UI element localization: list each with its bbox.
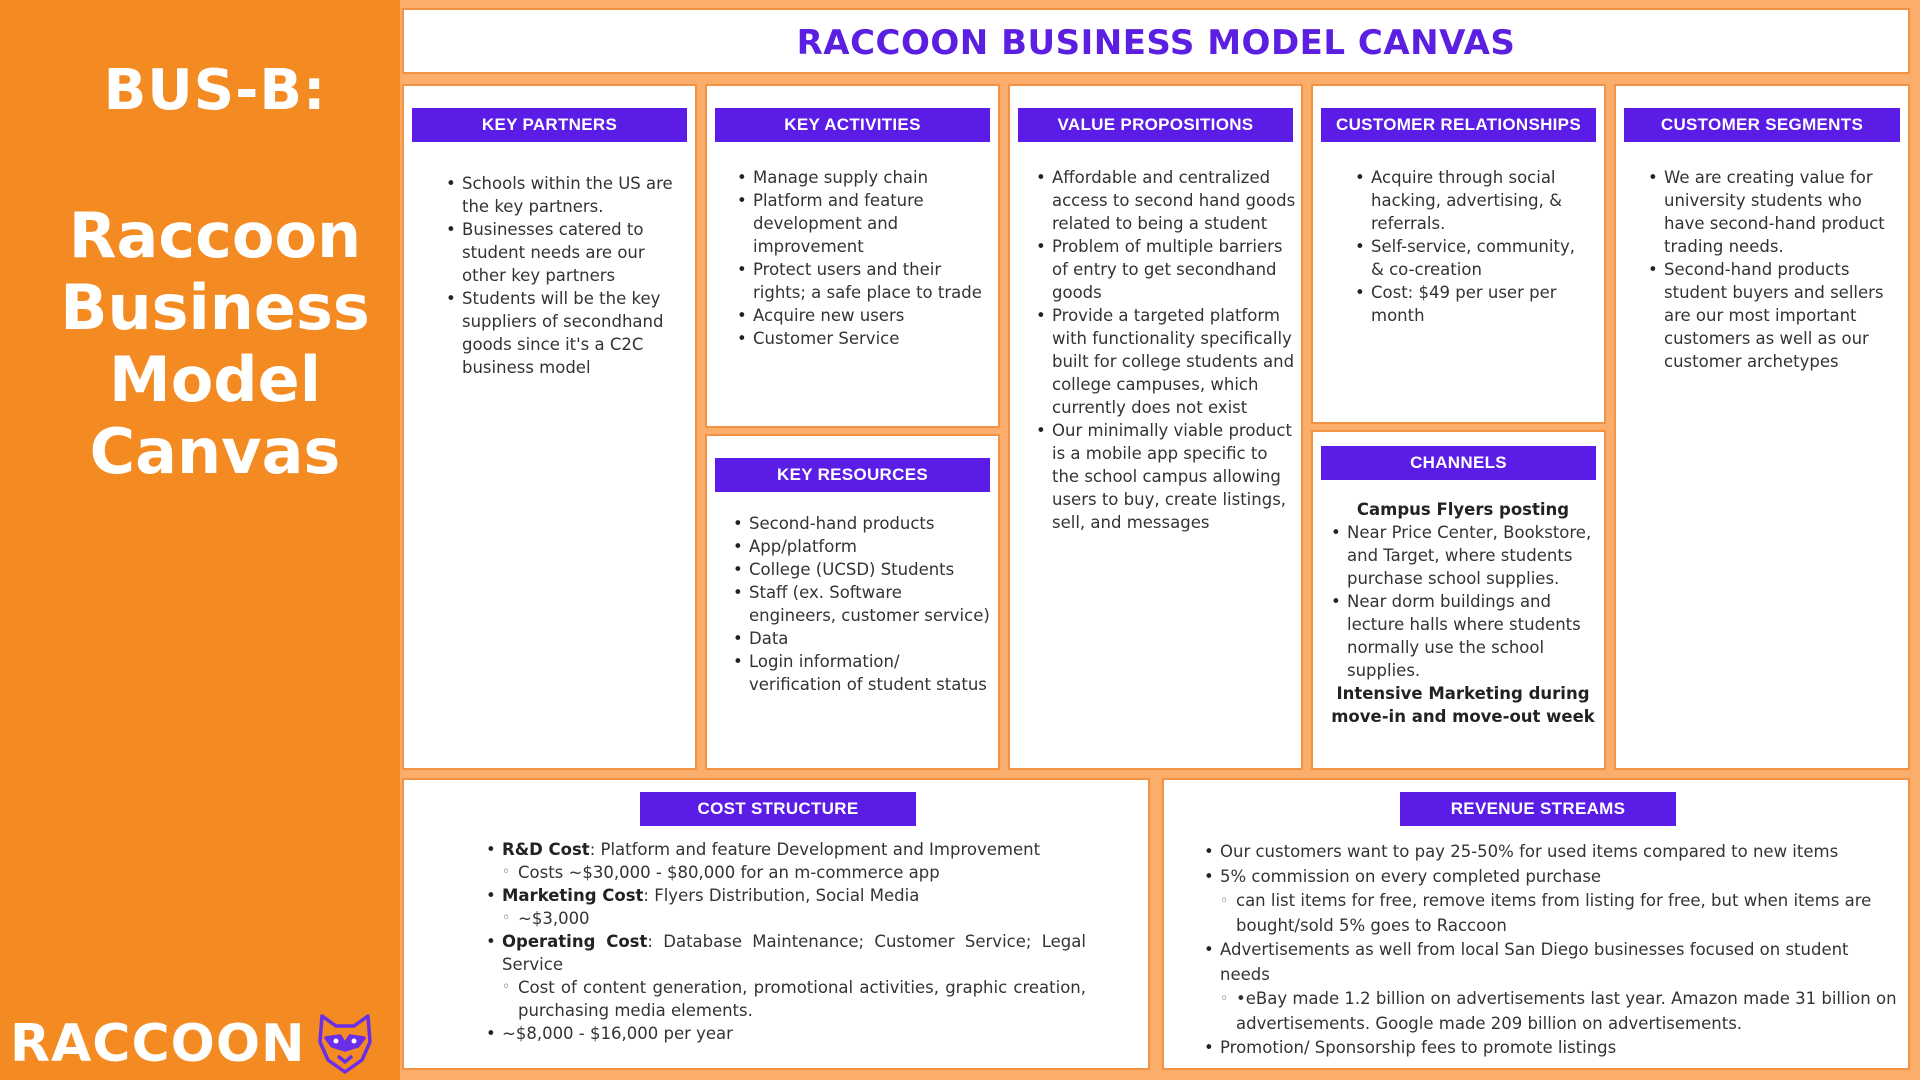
revenue-text: Advertisements as well from local San Diego businesses focused on student needs (1220, 940, 1849, 984)
list-item: • Login information/ verification of student status (731, 650, 993, 696)
list-item: • Schools within the US are the key partners. (444, 172, 674, 218)
list-item: • Problem of multiple barriers of entry to get secondhand goods (1034, 235, 1296, 304)
sub-item: ◦ Cost of content generation, promotional activities, graphic creation, purchasing media elements. (502, 976, 1086, 1022)
key-activities-header: KEY ACTIVITIES (715, 108, 990, 142)
revenue-streams-list (1202, 840, 1902, 1061)
value-propositions-list (1034, 166, 1296, 534)
cost-label: Marketing Cost (502, 886, 644, 905)
list-item: • Near dorm buildings and lecture halls where students normally use the school supplies. (1329, 590, 1597, 682)
list-item: • Manage supply chain (735, 166, 990, 189)
list-item: • Provide a targeted platform with functionality specifically built for college students and college campuses, which currently does not exist (1034, 304, 1296, 419)
customer-relationships-box (1311, 84, 1606, 424)
revenue-text: 5% commission on every completed purchase (1220, 866, 1602, 886)
slide-title-line: Canvas (89, 415, 341, 488)
list-item: • Second-hand products student buyers and sellers are our most important customers as well as our customer archetypes (1646, 258, 1898, 373)
sidebar (0, 0, 400, 1080)
list-item: • Data (731, 627, 993, 650)
canvas-area (400, 0, 1920, 1080)
key-activities-box (705, 84, 1000, 428)
list-item: • Near Price Center, Bookstore, and Target, where students purchase school supplies. (1329, 521, 1597, 590)
revenue-streams-box (1162, 778, 1910, 1070)
list-item (1202, 865, 1902, 939)
list-item: • Staff (ex. Software engineers, customer service) (731, 581, 993, 627)
customer-relationships-list (1353, 166, 1593, 327)
customer-segments-box (1614, 84, 1910, 770)
sub-item: ◦ ~$3,000 (502, 907, 1086, 930)
revenue-streams-header: REVENUE STREAMS (1400, 792, 1676, 826)
channels-list (1329, 521, 1597, 682)
canvas-title: RACCOON BUSINESS MODEL CANVAS (796, 23, 1516, 63)
list-item: • Acquire new users (735, 304, 990, 327)
list-item: • Customer Service (735, 327, 990, 350)
list-item: • College (UCSD) Students (731, 558, 993, 581)
key-activities-list (735, 166, 990, 350)
list-item (484, 1022, 1086, 1045)
cost-label: Operating Cost (502, 932, 648, 951)
raccoon-logo-icon (316, 1012, 374, 1076)
slide-title (0, 200, 430, 488)
sub-item: ◦ Costs ~$30,000 - $80,000 for an m-commerce app (502, 861, 1086, 884)
list-item (484, 930, 1086, 1022)
list-item: • Platform and feature development and improvement (735, 189, 990, 258)
sub-item: ◦ •eBay made 1.2 billion on advertisements last year. Amazon made 31 billion on advertisements. Google made 209 billion on advertisements. (1220, 987, 1902, 1036)
value-propositions-box (1008, 84, 1303, 770)
customer-segments-list (1646, 166, 1898, 373)
channels-content (1329, 498, 1597, 728)
list-item: • We are creating value for university students who have second-hand product trading needs. (1646, 166, 1898, 258)
list-item: • Our minimally viable product is a mobile app specific to the school campus allowing users to buy, create listings, sell, and messages (1034, 419, 1296, 534)
sub-item: ◦ can list items for free, remove items from listing for free, but when items are bought/sold 5% goes to Raccoon (1220, 889, 1902, 938)
list-item: • Protect users and their rights; a safe place to trade (735, 258, 990, 304)
key-resources-box (705, 434, 1000, 770)
brand-name: RACCOON (10, 1014, 306, 1074)
list-item: • Affordable and centralized access to second hand goods related to being a student (1034, 166, 1296, 235)
list-item: • App/platform (731, 535, 993, 558)
channels-box (1311, 430, 1606, 770)
customer-relationships-header: CUSTOMER RELATIONSHIPS (1321, 108, 1596, 142)
cost-text: : Database Maintenance; Customer Service; Legal Service (502, 932, 1086, 974)
brand (10, 1012, 374, 1076)
cost-structure-header: COST STRUCTURE (640, 792, 916, 826)
key-resources-header: KEY RESOURCES (715, 458, 990, 492)
list-item: • Businesses catered to student needs are our other key partners (444, 218, 674, 287)
list-item (484, 884, 1086, 930)
list-item: • Our customers want to pay 25-50% for used items compared to new items (1202, 840, 1902, 865)
key-resources-list (731, 512, 993, 696)
key-partners-list (444, 172, 674, 379)
slide-code-label: BUS-B: (103, 58, 327, 123)
slide-title-line: Raccoon (68, 199, 362, 272)
list-item: • Cost: $49 per user per month (1353, 281, 1593, 327)
key-partners-header: KEY PARTNERS (412, 108, 687, 142)
customer-segments-header: CUSTOMER SEGMENTS (1624, 108, 1900, 142)
list-item: • Self-service, community, & co-creation (1353, 235, 1593, 281)
slide-title-line: Model (109, 343, 321, 416)
list-item: • Second-hand products (731, 512, 993, 535)
list-item: • Acquire through social hacking, advertising, & referrals. (1353, 166, 1593, 235)
key-partners-box (402, 84, 697, 770)
cost-label: R&D Cost (502, 840, 590, 859)
cost-structure-list (484, 838, 1086, 1045)
list-item: • Promotion/ Sponsorship fees to promote listings (1202, 1036, 1902, 1061)
list-item: • Students will be the key suppliers of secondhand goods since it's a C2C business model (444, 287, 674, 379)
slide-title-line: Business (60, 271, 370, 344)
channels-header: CHANNELS (1321, 446, 1596, 480)
cost-structure-box (402, 778, 1150, 1070)
value-propositions-header: VALUE PROPOSITIONS (1018, 108, 1293, 142)
list-item (1202, 938, 1902, 1036)
channels-subheading: Campus Flyers posting (1356, 500, 1570, 519)
cost-text: : Platform and feature Development and Improvement (589, 840, 1041, 859)
channels-footer: Intensive Marketing during move-in and move-out week (1331, 684, 1595, 726)
canvas-title-box (402, 8, 1910, 74)
list-item (484, 838, 1086, 884)
cost-text: ~$8,000 - $16,000 per year (502, 1024, 733, 1043)
cost-text: : Flyers Distribution, Social Media (643, 886, 920, 905)
